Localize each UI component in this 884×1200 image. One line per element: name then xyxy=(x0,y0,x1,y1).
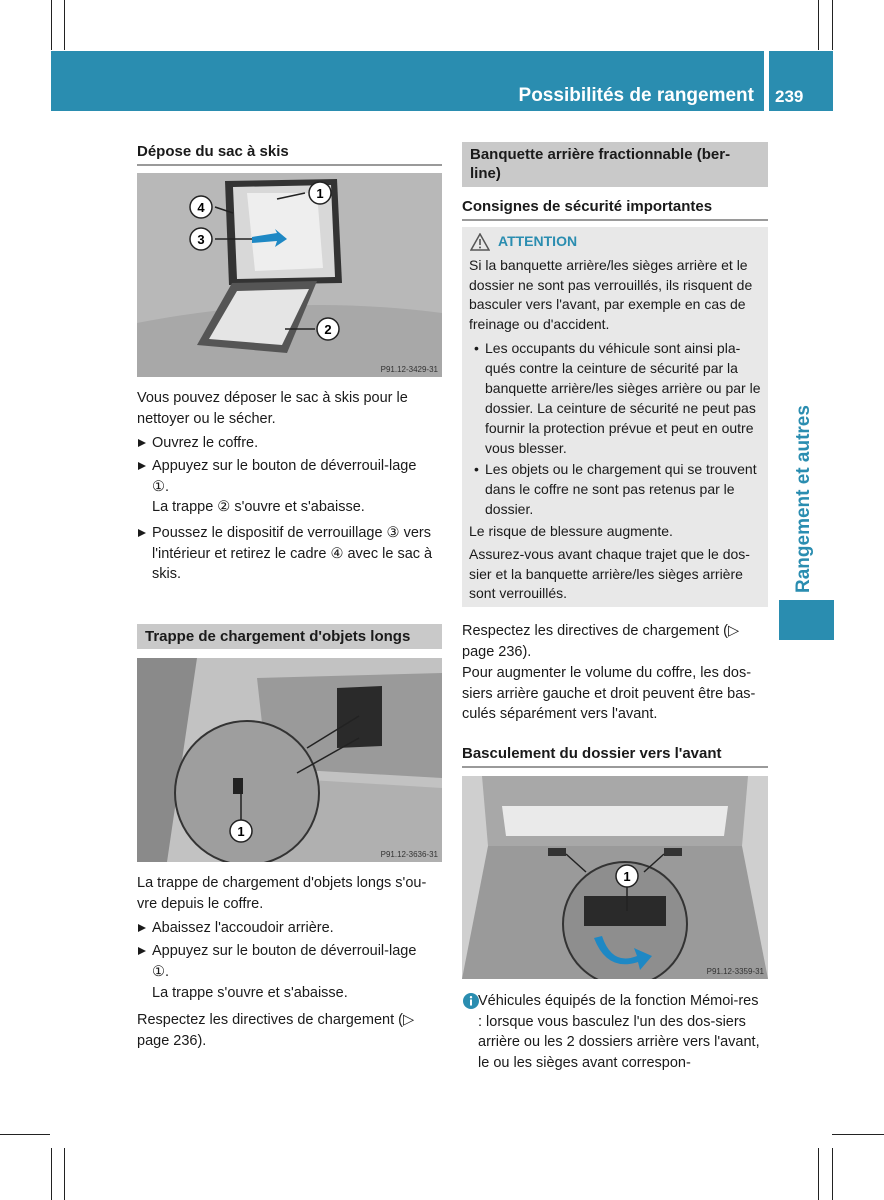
step-result: La trappe ② s'ouvre et s'abaisse. xyxy=(152,499,365,515)
warning-box xyxy=(462,227,768,607)
step-result: La trappe s'ouvre et s'abaisse. xyxy=(152,985,348,1001)
page-header xyxy=(51,51,764,111)
crop-mark xyxy=(832,1148,833,1200)
figure-long-objects-hatch xyxy=(137,658,442,862)
section-heading-fold-backrest: Basculement du dossier vers l'avant xyxy=(462,745,768,768)
chapter-tab xyxy=(779,330,834,600)
section-heading-ski-bag: Dépose du sac à skis xyxy=(137,143,442,166)
warning-triangle-icon xyxy=(470,233,490,251)
crop-mark xyxy=(0,1134,50,1135)
crop-mark xyxy=(64,1148,65,1200)
header-title: Possibilités de rangement xyxy=(518,85,754,106)
page-number-box xyxy=(769,51,833,111)
crop-mark xyxy=(832,0,833,50)
warning-paragraph: Le risque de blessure augmente. xyxy=(469,523,673,539)
figure-fold-backrest xyxy=(462,776,768,979)
ski-bag-illustration xyxy=(137,173,442,377)
figure-code: P91.12-3636-31 xyxy=(380,850,438,859)
step-item: Poussez le dispositif de verrouillage ③ vers l'intérieur et retirez le cadre ④ avec le sac à skis. xyxy=(137,523,442,585)
crop-mark xyxy=(818,0,819,50)
warning-paragraph: Si la banquette arrière/les sièges arrière et le dossier ne sont pas verrouillés, ils risquent de basculer vers l'avant, par exemple en cas de freinage ou d'accident. xyxy=(469,257,753,332)
figure-code: P91.12-3359-31 xyxy=(706,967,764,976)
page-number: 239 xyxy=(775,87,804,106)
paragraph: La trappe de chargement d'objets longs s'ou-vre depuis le coffre. xyxy=(137,875,427,912)
warning-bullet: • Les occupants du véhicule sont ainsi pla-qués contre la ceinture de sécurité par la banquette arrière/les sièges arrière ou par le dossier. La ceinture de sécurité ne peut pas fournir la protection prévue et peut en outre vous blesser. xyxy=(471,338,762,458)
callout-4: 4 xyxy=(197,200,205,215)
section-heading-long-objects: Trappe de chargement d'objets longs xyxy=(137,624,442,649)
chapter-tab-marker xyxy=(779,600,834,640)
warning-bullet: • Les objets ou le chargement qui se trouvent dans le coffre ne sont pas retenus par le dossier. xyxy=(471,459,762,519)
paragraph: Vous pouvez déposer le sac à skis pour le nettoyer ou le sécher. xyxy=(137,390,408,427)
info-note: Véhicules équipés de la fonction Mémoi-res : lorsque vous basculez l'un des dos-siers arrière ou les 2 dossiers arrière vers l'avant, le ou les sièges avant correspon- xyxy=(478,993,760,1071)
crop-mark xyxy=(64,0,65,50)
crop-mark xyxy=(818,1148,819,1200)
figure-ski-bag xyxy=(137,173,442,377)
subheading-safety: Consignes de sécurité importantes xyxy=(462,198,768,221)
chapter-tab-label: Rangement et autres xyxy=(793,405,814,593)
step-item: Appuyez sur le bouton de déverrouil-lage ①. xyxy=(137,941,427,982)
fold-backrest-illustration xyxy=(462,776,768,979)
step-item: Ouvrez le coffre. xyxy=(137,433,442,454)
callout-1: 1 xyxy=(237,824,245,839)
callout-2: 2 xyxy=(324,322,332,337)
crop-mark xyxy=(832,1134,884,1135)
paragraph: Respectez les directives de chargement (▷ page 236). xyxy=(137,1012,415,1049)
callout-3: 3 xyxy=(197,232,205,247)
crop-mark xyxy=(51,1148,52,1200)
info-icon xyxy=(463,993,479,1009)
long-objects-illustration xyxy=(137,658,442,862)
warning-paragraph: Assurez-vous avant chaque trajet que le dos-sier et la banquette arrière/les sièges arrière sont verrouillés. xyxy=(469,546,750,602)
warning-title: ATTENTION xyxy=(498,233,578,249)
section-heading-split-bench: Banquette arrière fractionnable (ber-line) xyxy=(462,142,768,187)
step-item: Abaissez l'accoudoir arrière. xyxy=(137,918,442,939)
step-item: Appuyez sur le bouton de déverrouil-lage ①. xyxy=(137,456,427,497)
paragraph: Respectez les directives de chargement (▷ page 236). xyxy=(462,623,740,660)
crop-mark xyxy=(51,0,52,50)
callout-1: 1 xyxy=(623,869,631,884)
paragraph: Pour augmenter le volume du coffre, les dos-siers arrière gauche et droit peuvent être bas-culés séparément vers l'avant. xyxy=(462,665,756,723)
callout-1: 1 xyxy=(316,186,324,201)
figure-code: P91.12-3429-31 xyxy=(380,365,438,374)
